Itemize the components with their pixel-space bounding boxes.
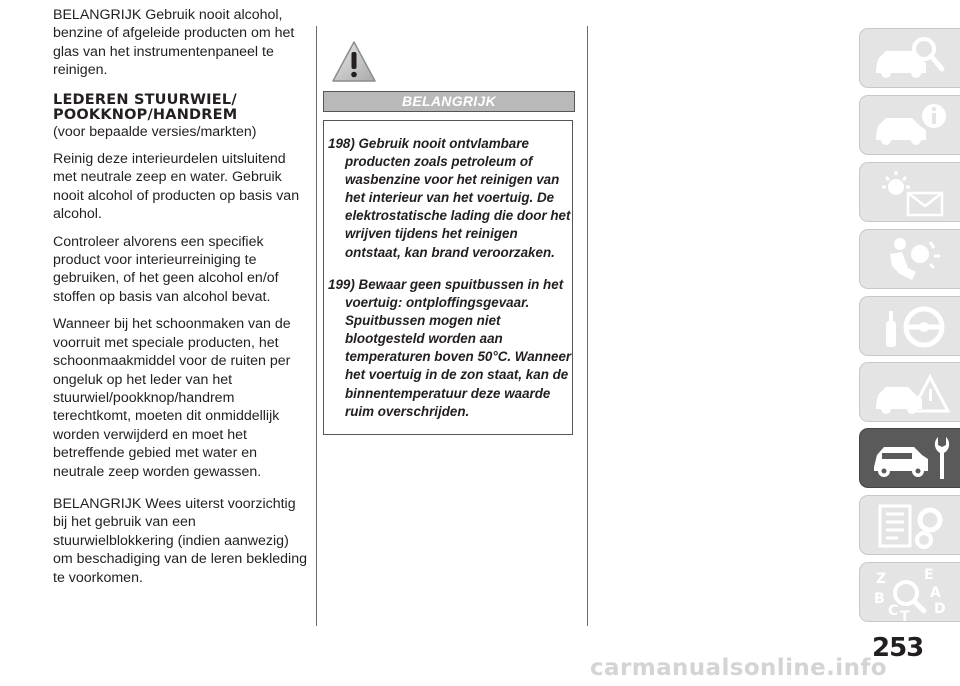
warning-item-199-text: 199) Bewaar geen spuitbussen in het voertuig: ontploffingsgevaar. Spuitbussen mogen niet blootgesteld worden aan temperaturen boven 50°C. Wanneer het voertuig in de zon staat, kan de binnentemperatuur deze waarde ruim overschrijden. (328, 277, 572, 419)
car-search-icon (868, 33, 954, 85)
paragraph-controleer: Controleer alvorens een specifiek product voor interieurreiniging te gebruiken, of het geen alcohol en/of stoffen op basis van alcohol bevat. (53, 233, 279, 305)
technical-data-icon (868, 500, 954, 552)
tab-car-breakdown[interactable] (859, 362, 960, 422)
section-heading-line1: LEDEREN STUURWIEL/ (53, 91, 237, 108)
steering-wheel-icon (868, 301, 954, 353)
index-letter-d: D (934, 601, 946, 617)
car-info-icon (868, 100, 954, 152)
index-icon (868, 567, 954, 623)
index-letter-c: C (888, 603, 899, 619)
column-divider-left (316, 26, 317, 626)
tab-car-wrench[interactable] (859, 428, 960, 488)
index-letter-a: A (930, 585, 941, 601)
tab-technical-data[interactable] (859, 495, 960, 555)
column-divider-right (587, 26, 588, 626)
index-letter-t: T (900, 609, 910, 623)
tab-index[interactable] (859, 562, 960, 622)
paragraph-reinig: Reinig deze interieurdelen uitsluitend met neutrale zeep en water. Gebruik nooit alcohol of producten op basis van alcohol. (53, 151, 300, 223)
section-heading-line2: POOKKNOP/HANDREM (53, 106, 238, 123)
index-letter-z: Z (876, 571, 887, 587)
warning-item-198-text: 198) Gebruik nooit ontvlambare producten zoals petroleum of wasbenzine voor het reinigen van het interieur van het voertuig. De elektrostatische lading die door het wrijven tijdens het reinigen ontstaat, kan brand veroorzaken. (328, 136, 571, 260)
warning-title: BELANGRIJK (323, 91, 575, 112)
warning-item-198 (328, 135, 574, 262)
left-column (53, 6, 311, 596)
tab-steering-wheel[interactable] (859, 296, 960, 356)
car-wrench-icon (868, 433, 954, 485)
watermark: carmanualsonline.info (590, 655, 887, 681)
car-breakdown-icon (868, 367, 954, 419)
index-letter-e: E (924, 567, 934, 583)
airbag-seat-icon (868, 234, 954, 286)
tab-car-info[interactable] (859, 95, 960, 155)
tab-car-search[interactable] (859, 28, 960, 88)
section-heading (53, 93, 311, 123)
section-subheading: (voor bepaalde versies/markten) (53, 123, 257, 140)
paragraph-belangrijk-glas: BELANGRIJK Gebruik nooit alcohol, benzine of afgeleide producten om het glas van het instrumentenpaneel te reinigen. (53, 7, 295, 79)
page-number: 253 (872, 633, 924, 663)
warning-lights-icon (868, 167, 954, 219)
index-letter-b: B (874, 591, 885, 607)
warning-triangle-icon (331, 40, 377, 84)
paragraph-voorruit: Wanneer bij het schoonmaken van de voorruit met speciale producten, het schoonmaakmiddel voor de ruiten per ongeluk op het leder van het stuurwiel/pookknop/handrem terechtkomt, moeten dit onmiddellijk worden verwijderd en moet het betreffende gebied met water en neutrale zeep worden gewassen. (53, 316, 291, 480)
warning-item-199 (328, 276, 574, 421)
paragraph-stuurwielblokkering: BELANGRIJK Wees uiterst voorzichtig bij het gebruik van een stuurwielblokkering (indien aanwezig) om beschadiging van de leren bekleding te voorkomen. (53, 495, 307, 586)
tab-airbag-seat[interactable] (859, 229, 960, 289)
tab-warning-lights[interactable] (859, 162, 960, 222)
